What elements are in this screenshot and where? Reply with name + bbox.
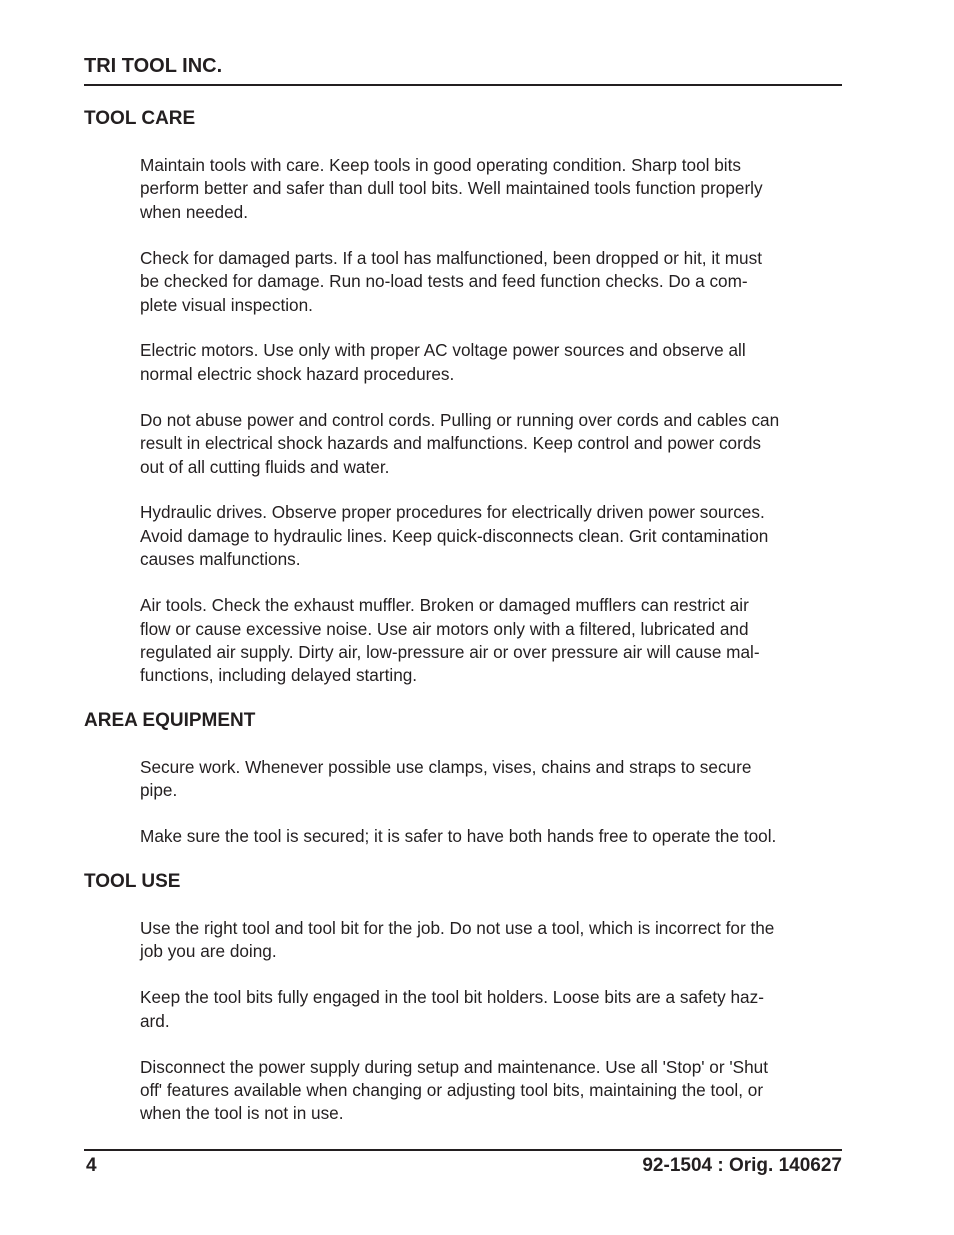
section-heading: TOOL USE: [84, 871, 181, 892]
section-tool-care: [84, 107, 842, 688]
paragraph: Disconnect the power supply during setup and maintenance. Use all 'Stop' or 'Shut off' features available when changing or adjusting tool bits, maintaining the tool, or when the tool is not in use.: [140, 1056, 769, 1124]
paragraph: Hydraulic drives. Observe proper procedures for electrically driven power sources. Avoid damage to hydraulic lines. Keep quick-disconnects clean. Grit contamination causes malfunctions.: [140, 502, 769, 570]
paragraph: Maintain tools with care. Keep tools in good operating condition. Sharp tool bits perform better and safer than dull tool bits. Well maintained tools function properly when needed.: [140, 155, 763, 222]
page-number: 4: [86, 1155, 97, 1176]
section-heading: AREA EQUIPMENT: [84, 710, 256, 731]
footer-divider: [84, 1149, 842, 1151]
section-heading: TOOL CARE: [84, 108, 196, 129]
company-name: TRI TOOL INC.: [84, 55, 223, 77]
paragraph: Check for damaged parts. If a tool has malfunctioned, been dropped or hit, it must be checked for damage. Run no-load tests and feed function checks. Do a com- plete visual inspection.: [140, 247, 762, 315]
section-body: [140, 756, 842, 849]
paragraph: Electric motors. Use only with proper AC voltage power sources and observe all normal electric shock hazard procedures.: [140, 340, 746, 384]
paragraph: Do not abuse power and control cords. Pulling or running over cords and cables can result in electrical shock hazards and malfunctions. Keep control and power cords out of all cutting fluids and water.: [140, 409, 780, 477]
paragraph: Make sure the tool is secured; it is safer to have both hands free to operate the tool.: [140, 826, 777, 847]
section-body: [140, 917, 842, 1126]
paragraph: Use the right tool and tool bit for the job. Do not use a tool, which is incorrect for the job you are doing.: [140, 918, 775, 962]
header-divider: [84, 84, 842, 86]
section-body: [140, 154, 842, 688]
paragraph: Keep the tool bits fully engaged in the tool bit holders. Loose bits are a safety haz- ard.: [140, 987, 764, 1031]
paragraph: Secure work. Whenever possible use clamps, vises, chains and straps to secure pipe.: [140, 757, 752, 801]
paragraph: Air tools. Check the exhaust muffler. Broken or damaged mufflers can restrict air flow or cause excessive noise. Use air motors only with a filtered, lubricated and regulated air supply. Dirty air, low-pressure air or over pressure air will cause mal- functions, including delayed starting.: [140, 595, 760, 686]
section-area-equipment: [84, 709, 842, 849]
document-id: 92-1504 : Orig. 140627: [642, 1155, 842, 1176]
document-page: [84, 0, 842, 1235]
section-tool-use: [84, 870, 842, 1126]
